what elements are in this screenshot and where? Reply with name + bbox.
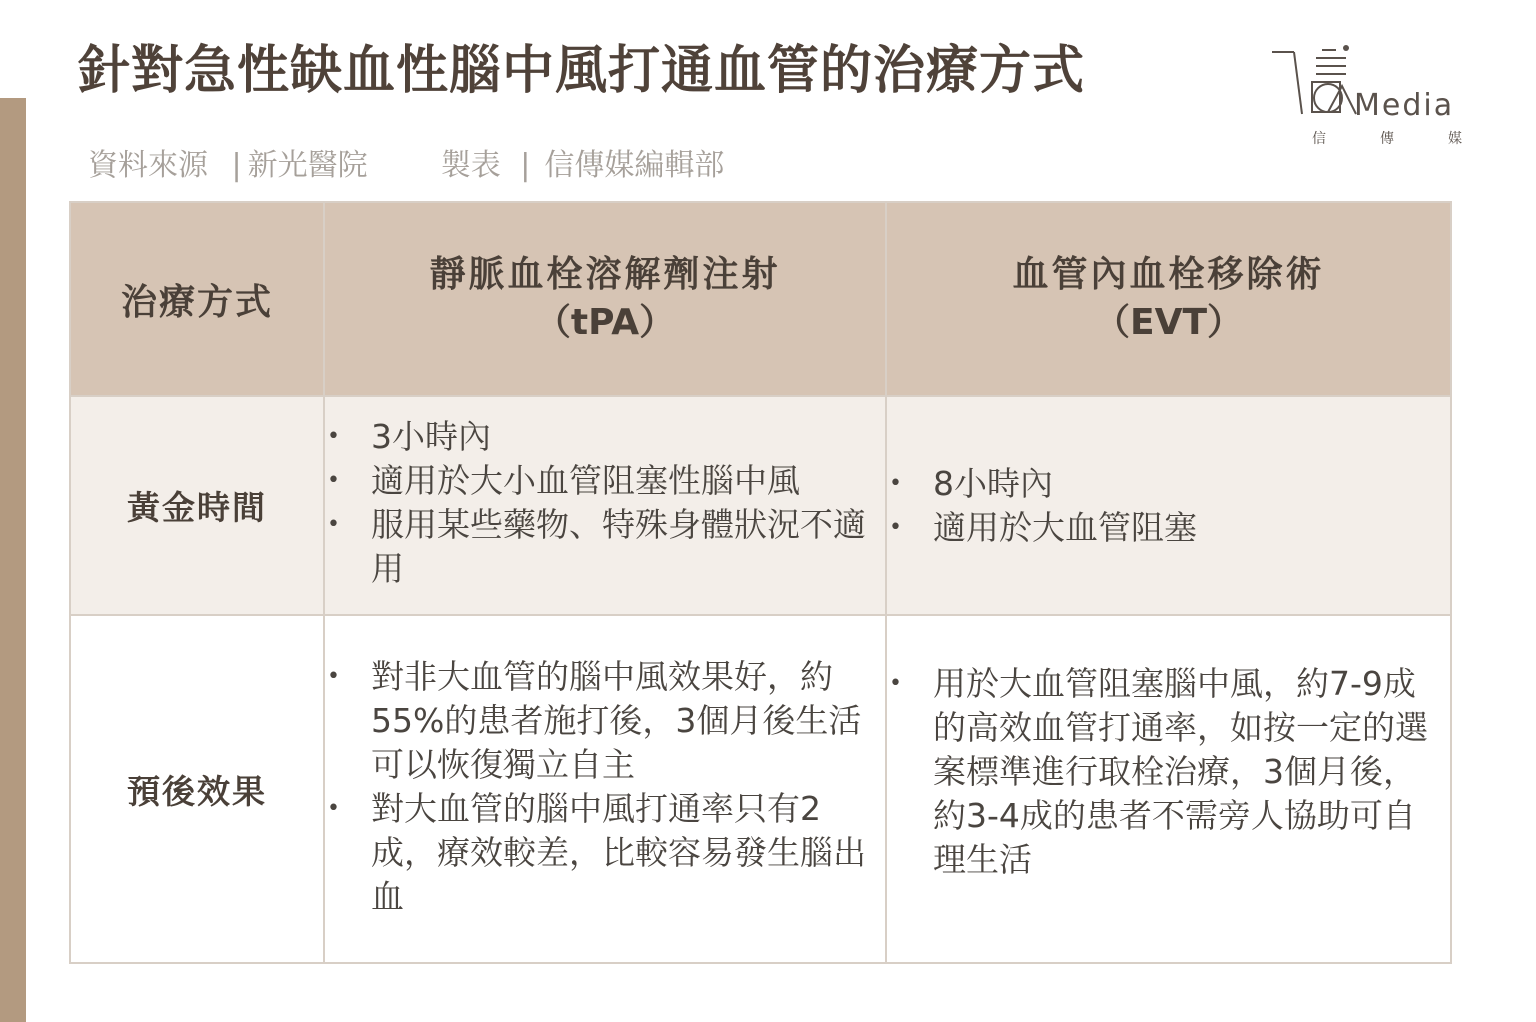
header-evt	[886, 202, 1451, 396]
source-separator: |	[231, 148, 242, 183]
list-item: • 用於大血管阻塞腦中風，約7-9成的高效血管打通率，如按一定的選案標準進行取栓治療，3個月後，約3-4成的患者不需旁人協助可自理生活	[887, 662, 1450, 882]
list-item: • 對非大血管的腦中風效果好，約55%的患者施打後，3個月後生活可以恢復獨立自主	[325, 655, 885, 787]
table-row	[70, 615, 1451, 963]
list-item: • 8小時內	[887, 462, 1450, 506]
row-label-golden-time: 黃金時間	[70, 396, 324, 615]
made-by-value: 信傳媒編輯部	[544, 148, 725, 183]
header-evt-name: 血管內血栓移除術	[1012, 254, 1325, 295]
list-item: • 3小時內	[325, 415, 885, 459]
made-by-label: 製表	[440, 148, 501, 183]
header-tpa-abbr: （tPA）	[534, 302, 676, 343]
golden-time-tpa-cell	[324, 396, 886, 615]
header-treatment-method: 治療方式	[70, 202, 324, 396]
list-item: • 服用某些藥物、特殊身體狀況不適用	[325, 503, 885, 591]
source-value: 新光醫院	[247, 148, 368, 183]
treatment-comparison-table	[69, 201, 1452, 964]
list-item: • 對大血管的腦中風打通率只有2成，療效較差，比較容易發生腦出血	[325, 787, 885, 919]
header-tpa-name: 靜脈血栓溶解劑注射	[429, 254, 781, 295]
golden-time-evt-cell	[886, 396, 1451, 615]
header-tpa	[324, 202, 886, 396]
table-row	[70, 396, 1451, 615]
source-line	[88, 140, 724, 184]
logo-word: Media	[1354, 88, 1455, 123]
shin-media-logo	[1266, 42, 1466, 154]
made-by-separator: |	[520, 148, 531, 183]
table-header-row	[70, 202, 1451, 396]
left-accent-bar	[0, 98, 26, 1022]
list-item: • 適用於大血管阻塞	[887, 506, 1450, 550]
list-item: • 適用於大小血管阻塞性腦中風	[325, 459, 885, 503]
page-title: 針對急性缺血性腦中風打通血管的治療方式	[78, 41, 1086, 101]
logo-subtitle: 信 傳 媒	[1312, 131, 1462, 147]
row-label-prognosis: 預後效果	[70, 615, 324, 963]
prognosis-evt-cell	[886, 615, 1451, 963]
prognosis-tpa-cell	[324, 615, 886, 963]
header-evt-abbr: （EVT）	[1093, 302, 1243, 343]
source-label: 資料來源	[88, 148, 208, 183]
